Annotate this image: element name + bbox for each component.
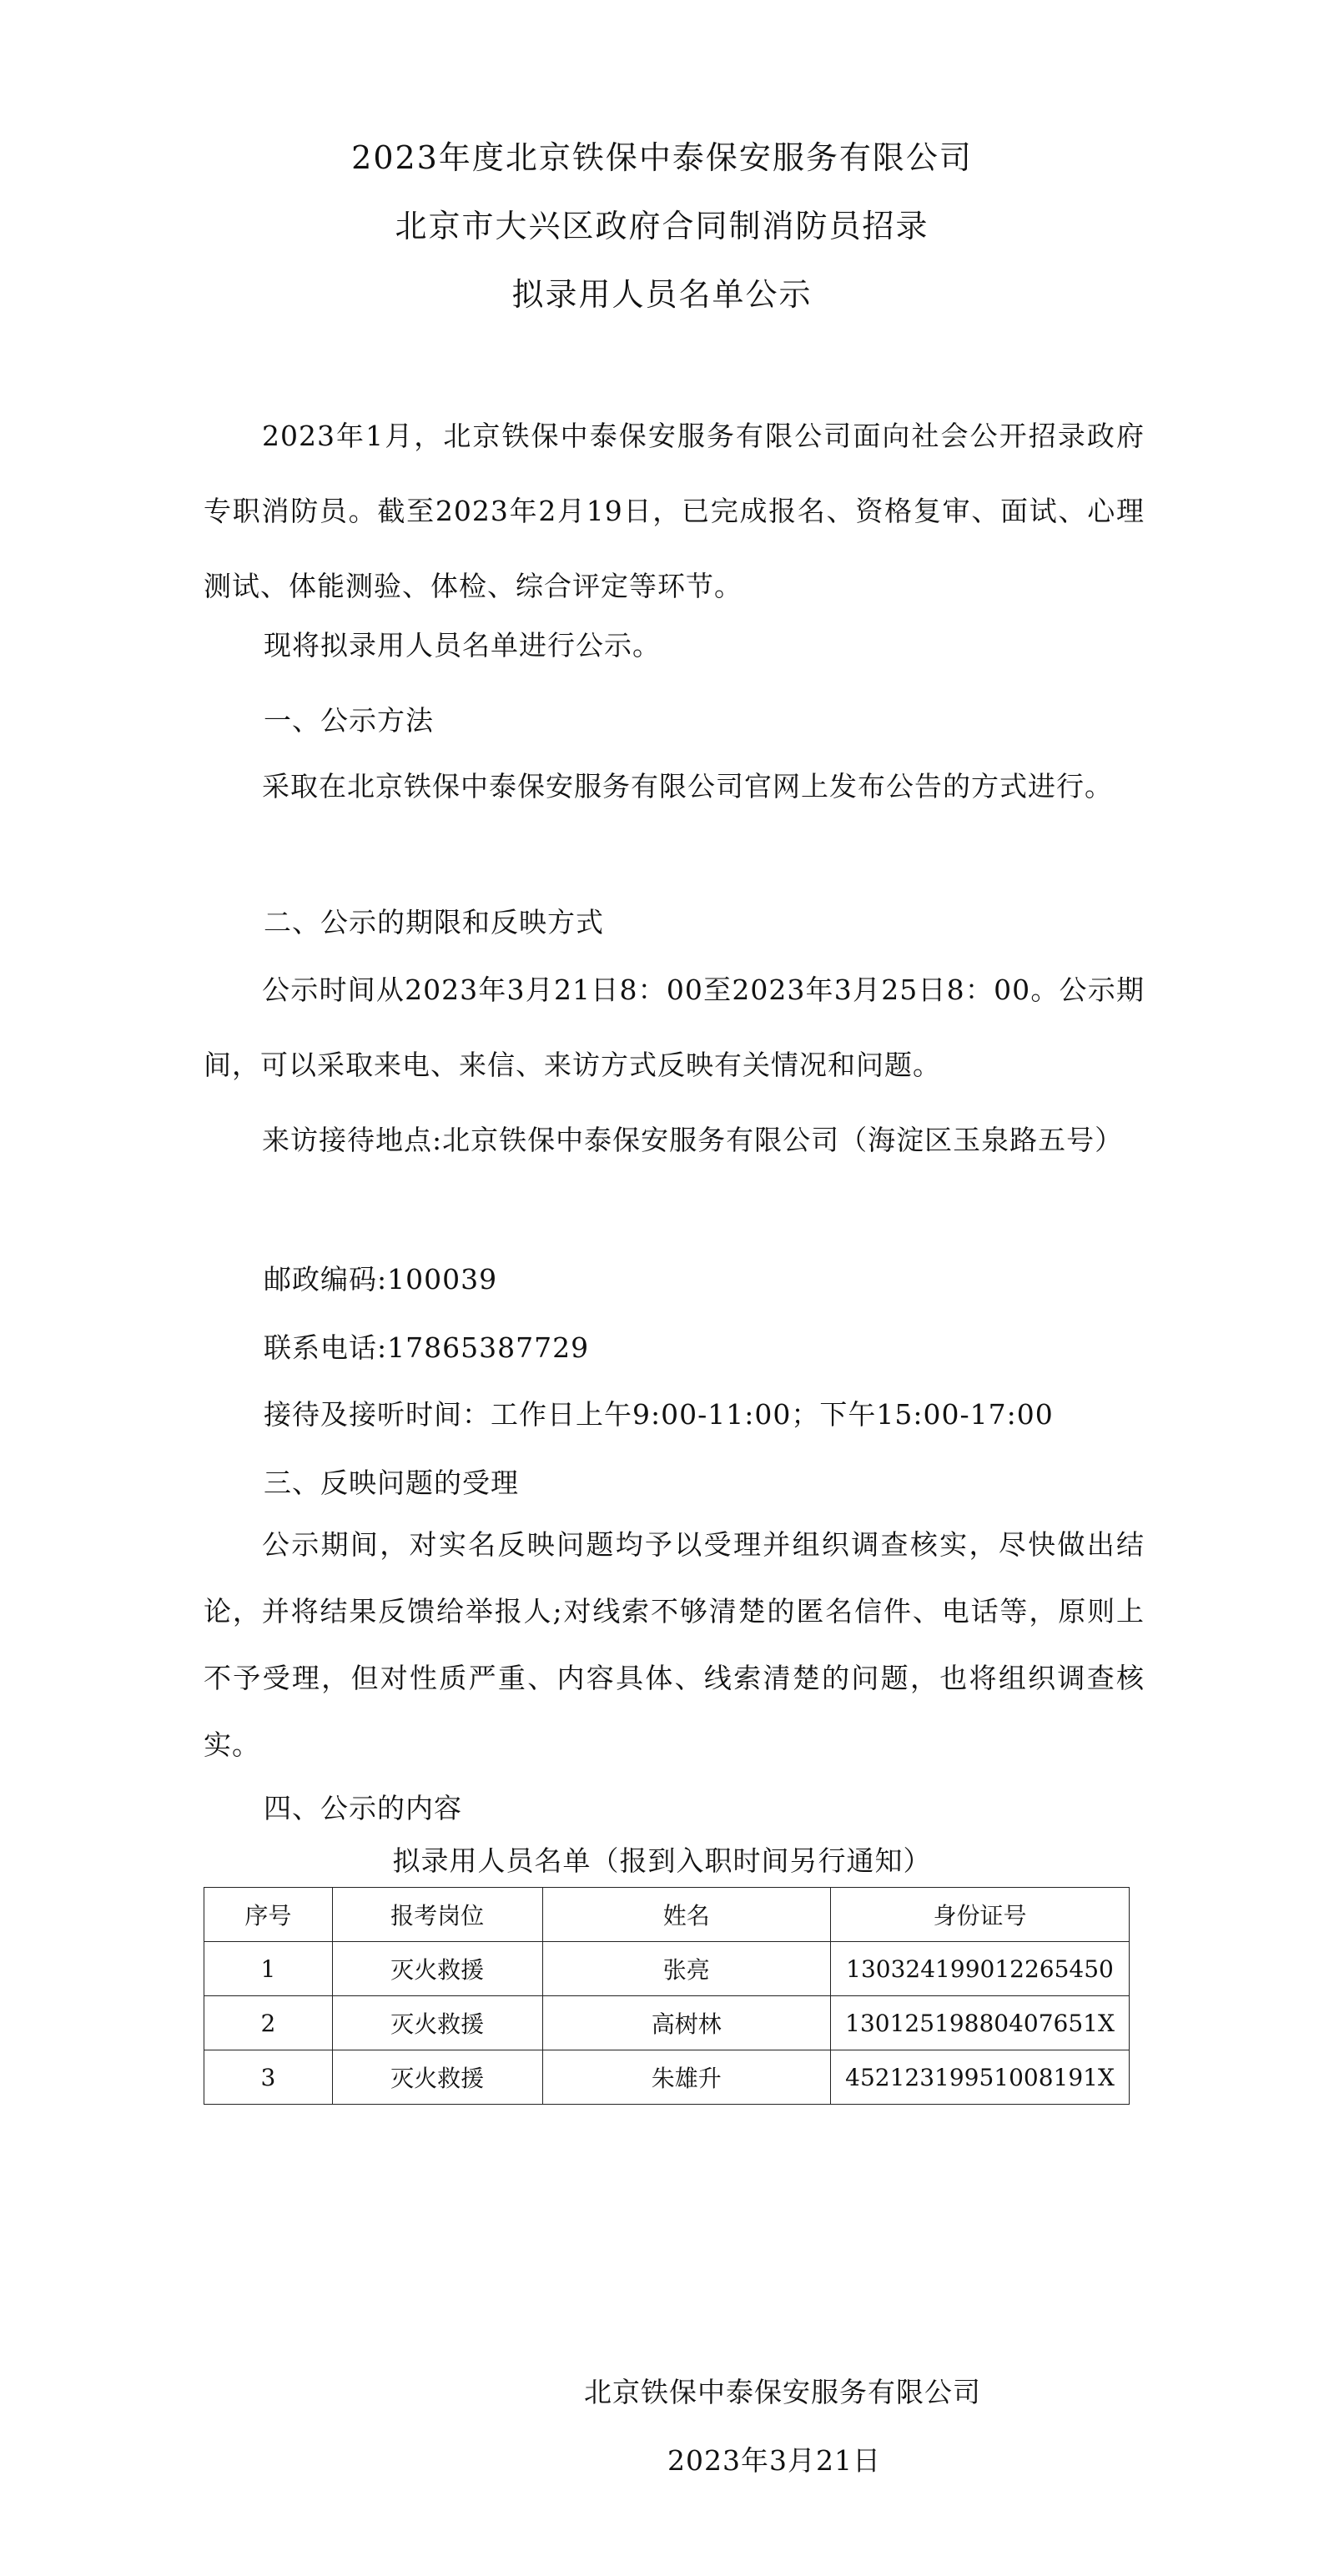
cell-position: 灭火救援: [332, 2050, 542, 2105]
table-row: [204, 2050, 1130, 2105]
table-header-row: [204, 1888, 1130, 1942]
section1-heading: 一、公示方法: [264, 704, 434, 737]
section2-address-text: 来访接待地点:北京铁保中泰保安服务有限公司（海淀区玉泉路五号）: [262, 1124, 1124, 1156]
table-row: [204, 1942, 1130, 1996]
table-row: [204, 1996, 1130, 2050]
announce-text: 现将拟录用人员名单进行公示。: [264, 629, 661, 662]
header-name: 姓名: [542, 1888, 830, 1942]
header-index: 序号: [204, 1888, 333, 1942]
footer-company: 北京铁保中泰保安服务有限公司: [584, 2376, 981, 2408]
cell-name: 张亮: [542, 1942, 830, 1996]
section2-heading: 二、公示的期限和反映方式: [264, 906, 604, 938]
intro-paragraph: 2023年1月，北京铁保中泰保安服务有限公司面向社会公开招录政府专职消防员。截至2023年2月19日，已完成报名、资格复审、面试、心理测试、体能测验、体检、综合评定等环节。: [204, 420, 1145, 602]
footer-date: 2023年3月21日: [667, 2444, 881, 2477]
section3-text: 公示期间，对实名反映问题均予以受理并组织调查核实，尽快做出结论，并将结果反馈给举报人;对线索不够清楚的匿名信件、电话等，原则上不予受理，但对性质严重、内容具体、线索清楚的问题，也将组织调查核实。: [204, 1528, 1145, 1761]
table-caption: 拟录用人员名单（报到入职时间另行通知）: [392, 1844, 932, 1877]
section3-heading: 三、反映问题的受理: [264, 1467, 519, 1499]
hours-text: 接待及接听时间：工作日上午9:00-11:00；下午15:00-17:00: [264, 1398, 1054, 1431]
header-id-number: 身份证号: [831, 1888, 1130, 1942]
cell-position: 灭火救援: [332, 1996, 542, 2050]
title-line-2: 北京市大兴区政府合同制消防员招录: [395, 208, 929, 244]
title-line-1: 2023年度北京铁保中泰保安服务有限公司: [351, 139, 973, 176]
phone-text: 联系电话:17865387729: [264, 1331, 590, 1364]
cell-id-number: 45212319951008191X: [831, 2050, 1130, 2105]
section4-heading: 四、公示的内容: [264, 1792, 462, 1824]
cell-id-number: 13012519880407651X: [831, 1996, 1130, 2050]
cell-name: 朱雄升: [542, 2050, 830, 2105]
candidate-table: [204, 1887, 1130, 2105]
cell-id-number: 130324199012265450: [831, 1942, 1130, 1996]
cell-index: 2: [204, 1996, 333, 2050]
section2-time-text: 公示时间从2023年3月21日8：00至2023年3月25日8：00。公示期间，可以采取来电、来信、来访方式反映有关情况和问题。: [204, 974, 1145, 1081]
section1-text: 采取在北京铁保中泰保安服务有限公司官网上发布公告的方式进行。: [262, 770, 1113, 802]
cell-name: 高树林: [542, 1996, 830, 2050]
header-position: 报考岗位: [332, 1888, 542, 1942]
postcode-text: 邮政编码:100039: [264, 1263, 498, 1296]
cell-index: 1: [204, 1942, 333, 1996]
cell-position: 灭火救援: [332, 1942, 542, 1996]
title-line-3: 拟录用人员名单公示: [511, 276, 813, 313]
cell-index: 3: [204, 2050, 333, 2105]
